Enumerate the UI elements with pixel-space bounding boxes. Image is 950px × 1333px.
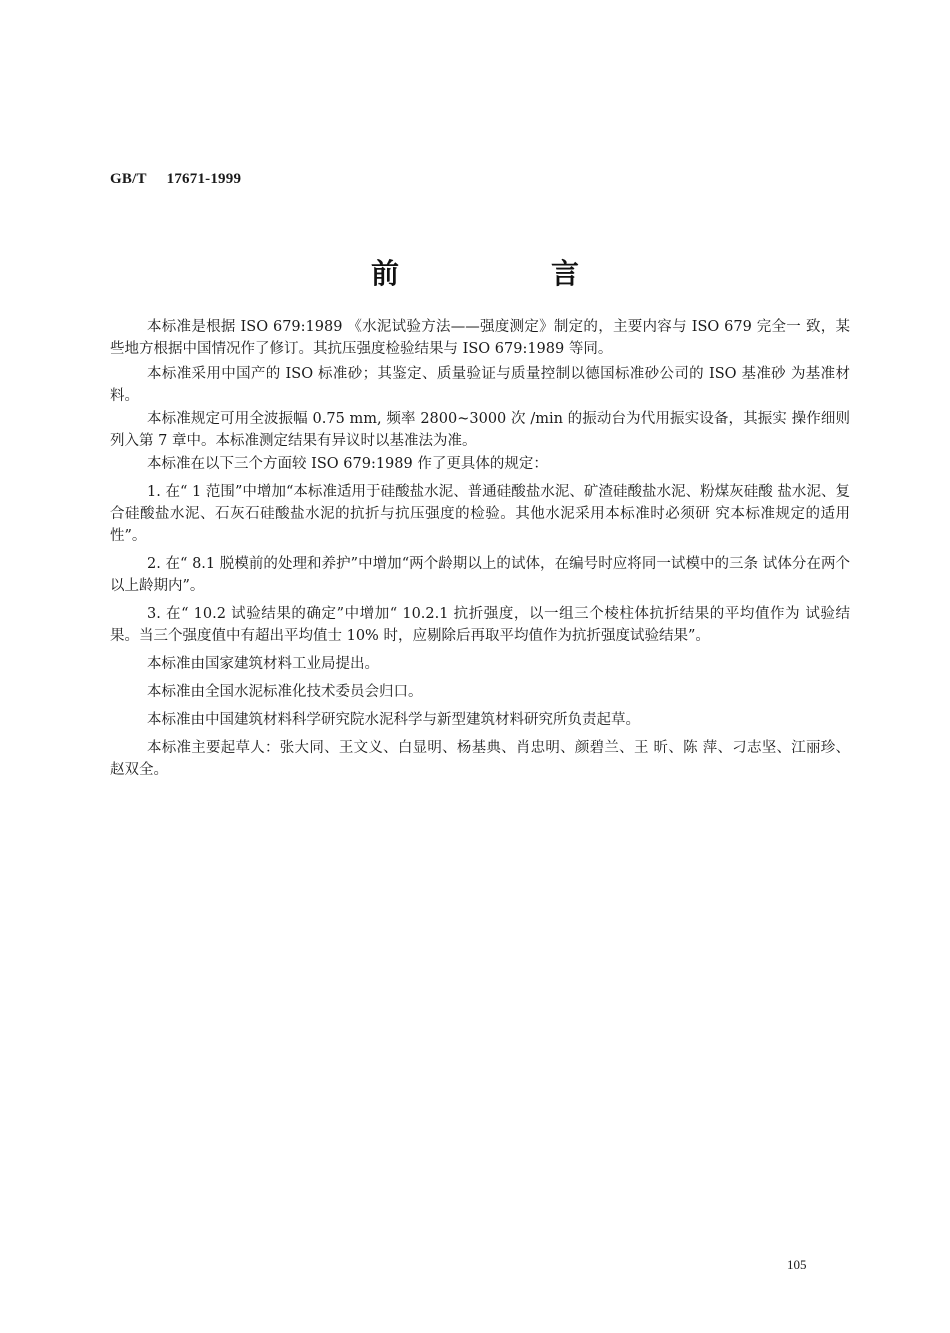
page-title: 前 言 <box>370 257 641 290</box>
paragraph-centralized-by: 本标准由全国水泥标准化技术委员会归口。 <box>147 684 423 700</box>
standard-number: 17671-1999 <box>166 171 242 187</box>
paragraph-basis: 本标准是根据 ISO 679:1989 《水泥试验方法——强度测定》制定的，主要内容与 ISO 679 完全一 致，某些地方根据中国情况作了修订。其抗压强度检验结果与 ISO 679:1989 等同。 <box>110 319 850 357</box>
paragraph-specific-provisions: 本标准在以下三个方面较 ISO 679:1989 作了更具体的规定： <box>147 456 548 472</box>
list-item-scope: 1. 在“ 1 范围”中增加“本标准适用于硅酸盐水泥、普通硅酸盐水泥、矿渣硅酸盐水泥、粉煤灰硅酸 盐水泥、复合硅酸盐水泥、石灰石硅酸盐水泥的抗折与抗压强度的检验。其他水泥采用本标准时必须研 究本标准规定的适用性”。 <box>110 484 850 544</box>
paragraph-standard-sand: 本标准采用中国产的 ISO 标准砂；其鉴定、质量验证与质量控制以德国标准砂公司的 ISO 基准砂 为基准材料。 <box>110 366 850 404</box>
foreword-body <box>110 316 850 784</box>
paragraph-drafters: 本标准主要起草人：张大同、王文义、白显明、杨基典、肖忠明、颜碧兰、王 昕、陈 萍、刁志坚、江丽珍、赵双全。 <box>110 740 850 778</box>
paragraph-proposed-by: 本标准由国家建筑材料工业局提出。 <box>147 656 379 672</box>
standard-prefix: GB/T <box>110 171 147 187</box>
page-number: 105 <box>787 1257 807 1272</box>
list-item-demolding: 2. 在“ 8.1 脱模前的处理和养护”中增加“两个龄期以上的试体，在编号时应将同一试模中的三条 试体分在两个以上龄期内”。 <box>110 556 850 594</box>
standard-code <box>110 171 241 188</box>
paragraph-drafted-by: 本标准由中国建筑材料科学研究院水泥科学与新型建筑材料研究所负责起草。 <box>147 712 640 728</box>
paragraph-vibration-table: 本标准规定可用全波振幅 0.75 mm, 频率 2800~3000 次 /min 的振动台为代用振实设备，其振实 操作细则列入第 7 章中。本标准测定结果有异议时以基准法为准。 <box>110 411 850 449</box>
list-item-results: 3. 在“ 10.2 试验结果的确定”中增加“ 10.2.1 抗折强度，以一组三个棱柱体抗折结果的平均值作为 试验结果。当三个强度值中有超出平均值士 10% 时，应剔除后再取平均值作为抗折强度试验结果”。 <box>110 606 850 644</box>
